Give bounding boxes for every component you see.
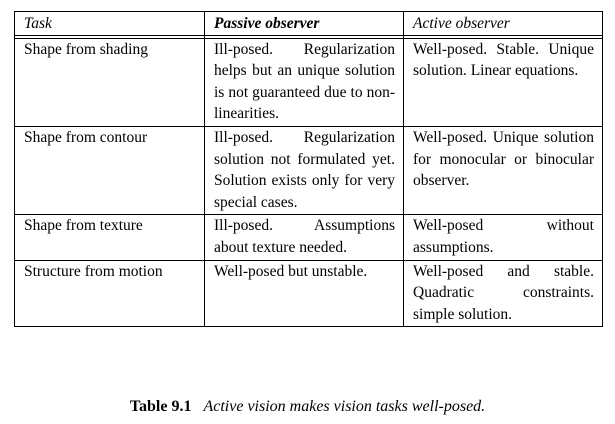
caption-text: Active vision makes vision tasks well-posed.: [203, 398, 486, 415]
cell-task: Shape from contour: [15, 126, 205, 214]
table-row: [15, 126, 603, 214]
caption-label: Table 9.1: [129, 398, 192, 415]
comparison-table: [14, 11, 603, 327]
cell-active: Well-posed and stable. Quadratic constraints. simple solution.: [404, 260, 603, 327]
cell-passive: Ill-posed. Regularization solution not formulated yet. Solution exists only for very special cases.: [205, 126, 404, 214]
cell-task: Structure from motion: [15, 260, 205, 327]
comparison-table-container: [14, 11, 602, 327]
cell-active: Well-posed. Unique solution for monocular or binocular observer.: [404, 126, 603, 214]
header-task: Task: [15, 12, 205, 36]
table-header-row: [15, 12, 603, 36]
cell-passive: Ill-posed. Assumptions about texture needed.: [205, 215, 404, 260]
cell-passive: Well-posed but unstable.: [205, 260, 404, 327]
table-row: [15, 215, 603, 260]
cell-task: Shape from texture: [15, 215, 205, 260]
cell-task: Shape from shading: [15, 38, 205, 126]
table-row: [15, 260, 603, 327]
table-row: [15, 38, 603, 126]
cell-active: Well-posed. Stable. Unique solution. Linear equations.: [404, 38, 603, 126]
table-caption: [0, 398, 615, 416]
header-passive-observer: Passive observer: [205, 12, 404, 36]
cell-active: Well-posed without assumptions.: [404, 215, 603, 260]
header-active-observer: Active observer: [404, 12, 603, 36]
cell-passive: Ill-posed. Regularization helps but an unique solution is not guaranteed due to nonlinearities.: [205, 38, 404, 126]
